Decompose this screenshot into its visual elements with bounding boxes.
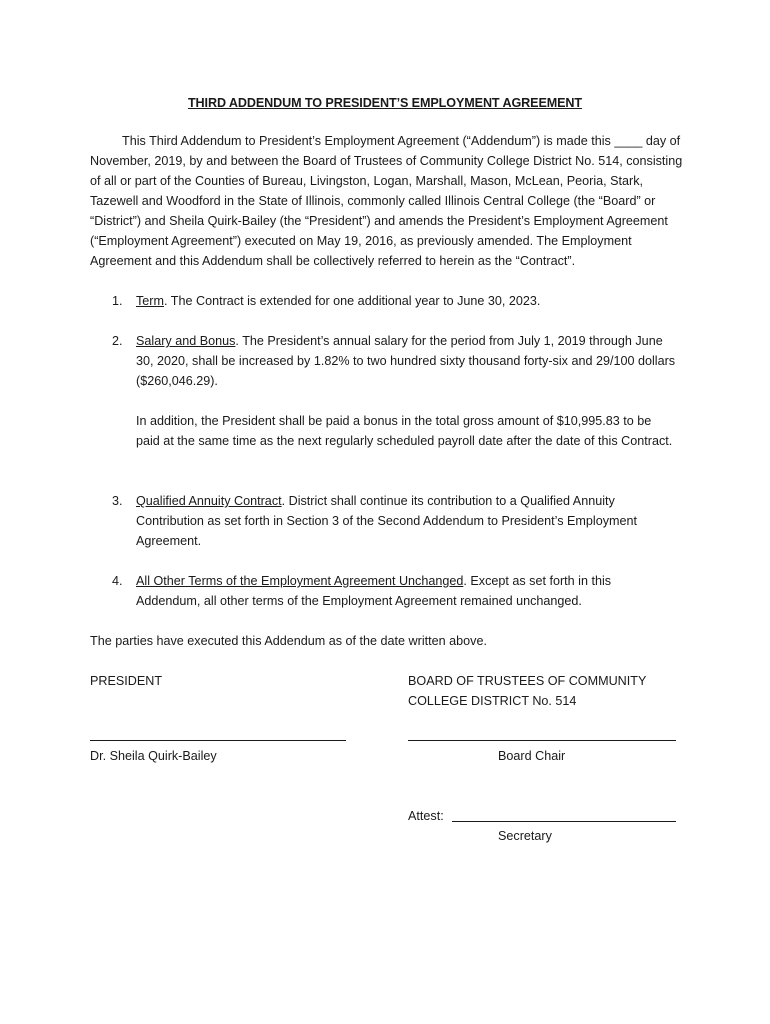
secretary-label: Secretary bbox=[498, 829, 552, 843]
president-label: PRESIDENT bbox=[90, 674, 163, 688]
section-other-terms bbox=[112, 571, 677, 611]
intro-paragraph: This Third Addendum to President’s Employment Agreement (“Addendum”) is made this ____ day of November, 2019, by and between the Board of Trustees of Community College District No. 514, consisting of all or part of the Counties of Bureau, Livingston, Logan, Marshall, Mason, McLean, Peoria, Stark, Tazewell and Woodford in the State of Illinois, commonly called Illinois Central College (the “Board” or “District”) and Sheila Quirk-Bailey (the “President”) and amends the President’s Employment Agreement (“Employment Agreement”) executed on May 19, 2016, as previously amended. The Employment Agreement and this Addendum shall be collectively referred to herein as the “Contract”. bbox=[90, 134, 683, 268]
section-term bbox=[112, 291, 677, 311]
president-signature-line[interactable] bbox=[90, 740, 346, 741]
section-body bbox=[136, 491, 677, 551]
section-text: . The Contract is extended for one additional year to June 30, 2023. bbox=[164, 294, 541, 308]
section-annuity bbox=[112, 491, 677, 551]
board-chair-label: Board Chair bbox=[498, 749, 566, 763]
board-chair-signature-line[interactable] bbox=[408, 740, 676, 741]
section-heading: All Other Terms of the Employment Agreement Unchanged bbox=[136, 574, 464, 588]
section-heading: Term bbox=[136, 294, 164, 308]
section-extra-text: In addition, the President shall be paid a bonus in the total gross amount of $10,995.83 to be paid at the same time as the next regularly scheduled payroll date after the date of this Contract. bbox=[136, 414, 673, 448]
section-number: 3. bbox=[112, 494, 123, 508]
board-label-line: BOARD OF TRUSTEES OF COMMUNITY bbox=[408, 674, 647, 688]
board-label-line: COLLEGE DISTRICT No. 514 bbox=[408, 694, 577, 708]
section-text: . Except as set forth in this Addendum, all other terms of the Employment Agreement remained unchanged. bbox=[136, 574, 612, 608]
section-text: . The President’s annual salary for the period from July 1, 2019 through June 30, 2020, shall be increased by 1.82% to two hundred sixty thousand forty-six and 29/100 dollars ($260,046.29). bbox=[136, 334, 676, 388]
section-salary-bonus-continued bbox=[112, 411, 677, 451]
attest-signature-line[interactable] bbox=[452, 821, 676, 822]
section-salary-bonus bbox=[112, 331, 677, 391]
section-text: . District shall continue its contribution to a Qualified Annuity Contribution as set forth in Section 3 of the Second Addendum to President’s Employment Agreement. bbox=[136, 494, 638, 548]
section-body bbox=[136, 331, 677, 391]
document-title: THIRD ADDENDUM TO PRESIDENT’S EMPLOYMENT AGREEMENT bbox=[187, 96, 583, 110]
president-name: Dr. Sheila Quirk-Bailey bbox=[90, 749, 217, 763]
section-body bbox=[136, 571, 677, 611]
section-number: 4. bbox=[112, 574, 123, 588]
attest-label: Attest: bbox=[408, 809, 444, 823]
execution-statement: The parties have executed this Addendum as of the date written above. bbox=[90, 634, 487, 648]
section-body bbox=[136, 291, 677, 311]
section-heading: Salary and Bonus bbox=[136, 334, 236, 348]
section-heading: Qualified Annuity Contract bbox=[136, 494, 282, 508]
section-number: 2. bbox=[112, 334, 123, 348]
board-label bbox=[408, 671, 688, 711]
section-number: 1. bbox=[112, 294, 123, 308]
